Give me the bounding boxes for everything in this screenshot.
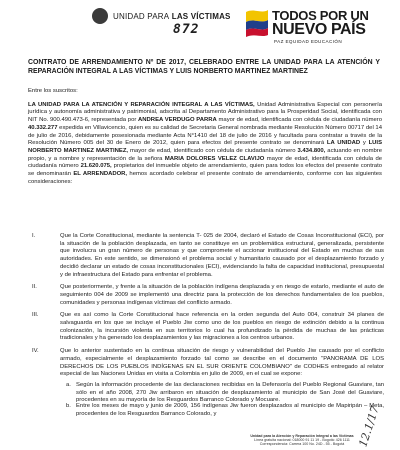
considerations-list xyxy=(28,233,384,418)
coat-of-arms-icon xyxy=(92,8,108,24)
footer-line-2: Línea gratuita nacional: 018000 91 11 19 - Bogotá: 426 1111 xyxy=(254,438,350,443)
logo-left-line-b: LAS VÍCTIMAS xyxy=(171,11,231,21)
footer-line-3: Correspondencia: Carrera 100 No. 24D - 55 - Bogotá xyxy=(259,442,345,447)
unidad-victimas-logo xyxy=(92,8,231,24)
slogan-line-2: NUEVO PAÍS xyxy=(272,21,366,38)
todos-por-un-nuevo-pais-logo xyxy=(244,4,394,50)
footer-line-1: Unidad para la Atención y Reparación Integral a las Víctimas xyxy=(250,434,354,438)
slogan-line-3: PAZ EQUIDAD EDUCACIÓN xyxy=(274,39,343,44)
intro-line: Entre los suscritos: xyxy=(28,88,78,94)
flag-swoosh-icon xyxy=(244,8,270,38)
list-item: II. Que posteriormente, y frente a la situación de la población indígena desplazada y en riesgo de estarlo, mediante el auto de seguimiento 004 de 2009 se implementó una directriz para la protección de los derechos fundamentales de los pueblos, comunidades y personas indígenas víctimas del conflicto armado. xyxy=(32,284,384,306)
contract-title: CONTRATO DE ARRENDAMIENTO Nº DE 2017, CELEBRADO ENTRE LA UNIDAD PARA LA ATENCIÓN Y REPARACIÓN INTEGRAL A LAS VÍCTIMAS Y LUIS NORBERTO MARTINEZ MARTINEZ xyxy=(28,59,380,75)
sub-list-item: a. Según la información procedente de las declaraciones recibidas en la Defensoría del Pueblo Regional Guaviare, tan sólo en el año 2008, 270 Jiw arribaron en situación de desplazamiento al municipio de San José del Guaviare, procedentes en su mayoría de los Resguardos Barranco Colorado y Mocuare. xyxy=(66,381,384,404)
parties-paragraph: LA UNIDAD PARA LA ATENCIÓN Y REPARACIÓN INTEGRAL A LAS VÍCTIMAS, Unidad Administrativa Especial con personería jurídica y autonomía administrativa y patrimonial, adscrita al Departamento Administrativo para la Prosperidad Social, identificada con NIT No. 900.490.473-6, representada por ANDREA VERDUGO PARRA mayor de edad, identificada con cédula de ciudadanía número 40.332.277 expedida en Villavicencio, quien es su calidad de Secretaria General nombrada mediante Resolución Número 00717 del 14 de julio de 2016, debidamente posesionada mediante Acta N°1410 del 18 de julio de 2016 y facultada para contratar a través de la Resolución Número 005 del 30 de Enero de 2012, quien para efectos del presente contrato se denominará LA UNIDAD y LUIS NORBERTO MARTINEZ MARTINEZ, mayor de edad, identificado con cédula de ciudadanía número 3.434.800, actuando en nombre propio, y a nombre y representación de la señora MARIA DOLORES VELEZ CLAVIJO mayor de edad, identificada con cédula de ciudadanía número 21.620.075, propietarios del inmueble objeto de arrendamiento, quien para todos los efectos del presente contrato se denominarán EL ARRENDADOR, hemos acordado celebrar el presente contrato de arrendamiento, conforme con las siguientes consideraciones: xyxy=(28,101,383,185)
logo-left-line-a: UNIDAD PARA xyxy=(113,11,170,21)
handwritten-contract-number: 872 xyxy=(173,22,200,37)
handwritten-signature: 12.1/17 xyxy=(356,404,382,449)
list-item: I. Que la Corte Constitucional, mediante la sentencia T- 025 de 2004, declaró el Estado de Cosas Inconstitucional (ECI), por la situación de la población desplazada, en tanto se constituye en un problemática estructural, generalizada, persistente que involucra un gran número de personas y que compromete el accionar institucional del Estado en muchas de sus autoridades. En este sentido, se dimensionó el problema social y humanitario causado por el desplazamiento forzado y decidió declarar un estado de cosas inconstitucionales (ECI), evidenciando la falta de capacidad institucional, presupuestal y de infraestructura del Estado para enfrentar el problema. xyxy=(32,233,384,278)
page-footer xyxy=(232,434,372,447)
contract-body xyxy=(28,88,382,192)
list-item: III. Que es así como la Corte Constitucional hace referencia en la orden segunda del Auto 004, construir 34 planes de salvaguarda en los que se incluye el Pueblo Jiw como uno de los pueblos en riesgo de extinción debido a la continua colonización, la incursión violenta en sus territorios lo cual ha profundizado la pérdida de muchas de las prácticas tradicionales y ha generado los desplazamientos y las migraciones a los centros urbanos. xyxy=(32,312,384,342)
list-item: IV. Que lo anterior sustentado en la continua situación de riesgo y vulnerabilidad del Pueblo Jiw causado por el conflicto armado, especialmente el desplazamiento forzado tal como se describe en el documento "PANORAMA DE LOS DERECHOS DE LOS PUEBLOS INDÍGENAS EN EL SUR ORIENTE COLOMBIANO" de CODHES entregado al relator especial de las Naciones Unidas en visita a Colombia en julio de 2009, en el cual se expone: xyxy=(32,348,384,378)
sub-list-item: b. Entre los meses de mayo y junio de 2009, 156 indígenas Jiw fueron desplazados al municipio de Mapiripán – Meta, procedentes de los Resguardos Barranco Colorado, y xyxy=(66,403,384,417)
slogan-line-1: TODOS POR UN xyxy=(272,8,369,23)
